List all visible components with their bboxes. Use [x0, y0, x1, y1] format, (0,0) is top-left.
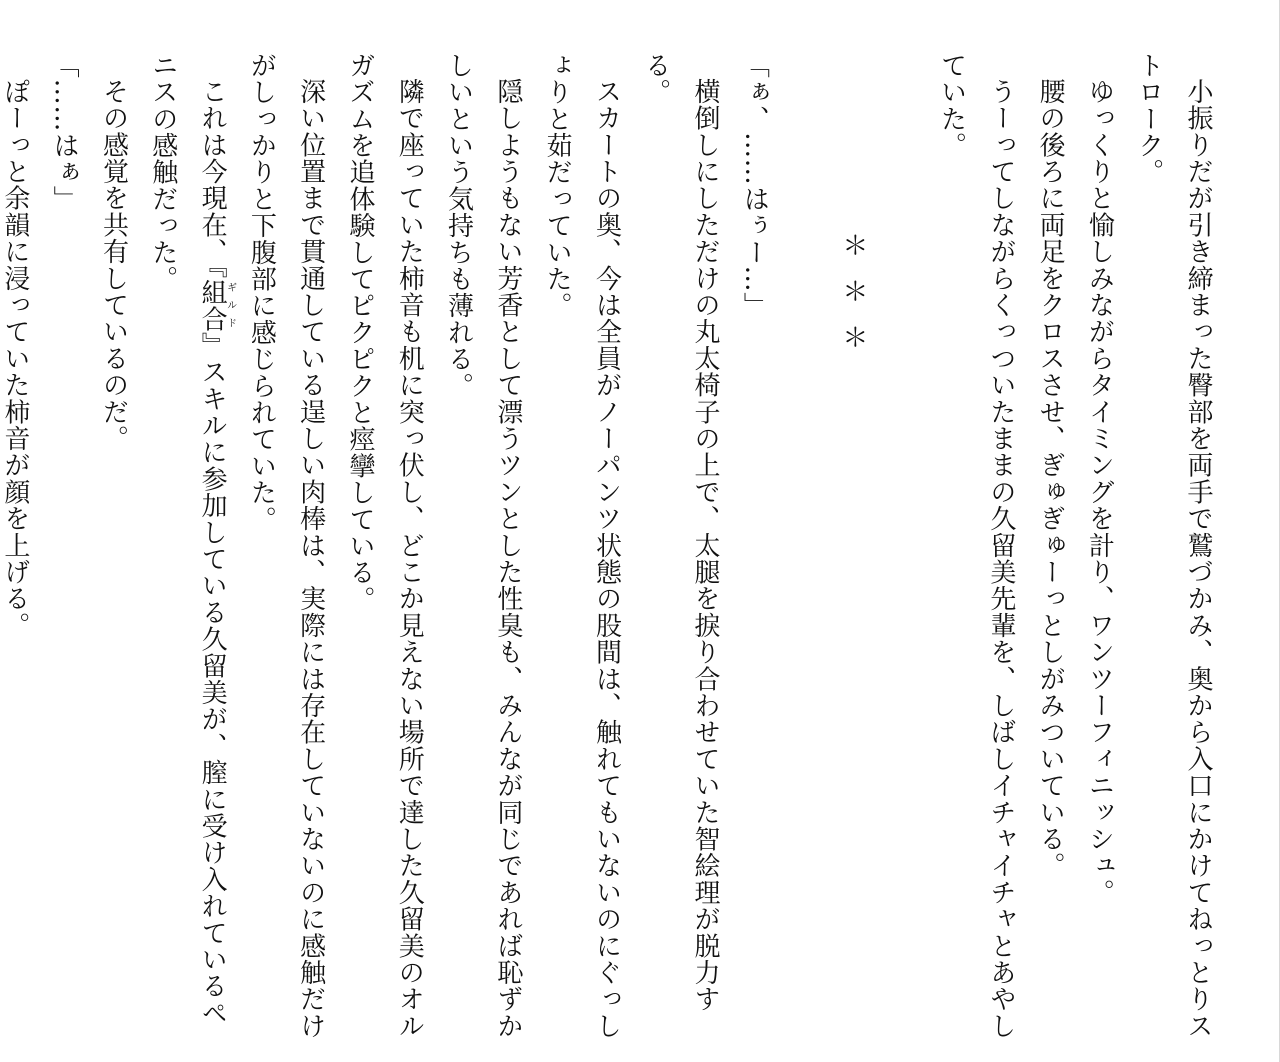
paragraph: うーってしながらくっついたままの久留美先輩を、しばしイチャイチャとあやしていた。 — [936, 52, 1016, 1040]
paragraph: 隠しようもない芳香として漂うツンとした性臭も、みんなが同じであれば恥ずかしいという気持ちも薄れる。 — [443, 52, 523, 1040]
paragraph: スカートの奥、今は全員がノーパンツ状態の股間は、触れてもいないのにぐっしょりと茹だっていた。 — [542, 52, 622, 1040]
ruby-annotation — [197, 278, 236, 333]
ruby-reading: ギルド — [224, 278, 236, 332]
paragraph: 横倒しにしただけの丸太椅子の上で、太腿を捩り合わせていた智絵理が脱力する。 — [640, 52, 721, 1013]
paragraph: その感覚を共有しているのだ。 — [98, 78, 129, 452]
paragraph: ぽーっと余韻に浸っていた柿音が顔を上げる。 — [0, 78, 30, 639]
paragraph: 深い位置まで貫通している逞しい肉棒は、実際には存在していないのに感触だけがしっかりと下腹部に感じられていた。 — [246, 52, 326, 1040]
dialogue-line: 「ぁ、……はぅー…」 — [739, 52, 770, 319]
paragraph: 隣で座っていた柿音も机に突っ伏し、どこか見えない場所で達した久留美のオルガズムを追体験してピクピクと痙攣している。 — [344, 52, 425, 1040]
paragraph-with-ruby — [137, 52, 236, 1042]
ruby-base-text: 組合 — [197, 278, 228, 333]
paragraph: ゆっくりと愉しみながらタイミングを計り、ワンツーフィニッシュ。 — [1084, 78, 1115, 906]
dialogue-line: 「……はぁ」 — [49, 52, 80, 213]
section-separator: ＊＊＊ — [837, 232, 868, 370]
ruby-before-text: これは今現在、『 — [197, 78, 228, 279]
blank-line — [877, 52, 926, 1042]
vertical-text-body — [0, 52, 1222, 1042]
ruby-after-text: 』スキルに参加している久留美が、膣に受け入れているペニスの感触だった。 — [147, 52, 228, 1027]
paragraph: 小振りだが引き締まった臀部を両手で鷲づかみ、奥から入口にかけてねっとりストローク。 — [1133, 52, 1213, 1040]
blank-line — [778, 52, 827, 1042]
paragraph: 腰の後ろに両足をクロスさせ、ぎゅぎゅーっとしがみついている。 — [1035, 78, 1066, 879]
